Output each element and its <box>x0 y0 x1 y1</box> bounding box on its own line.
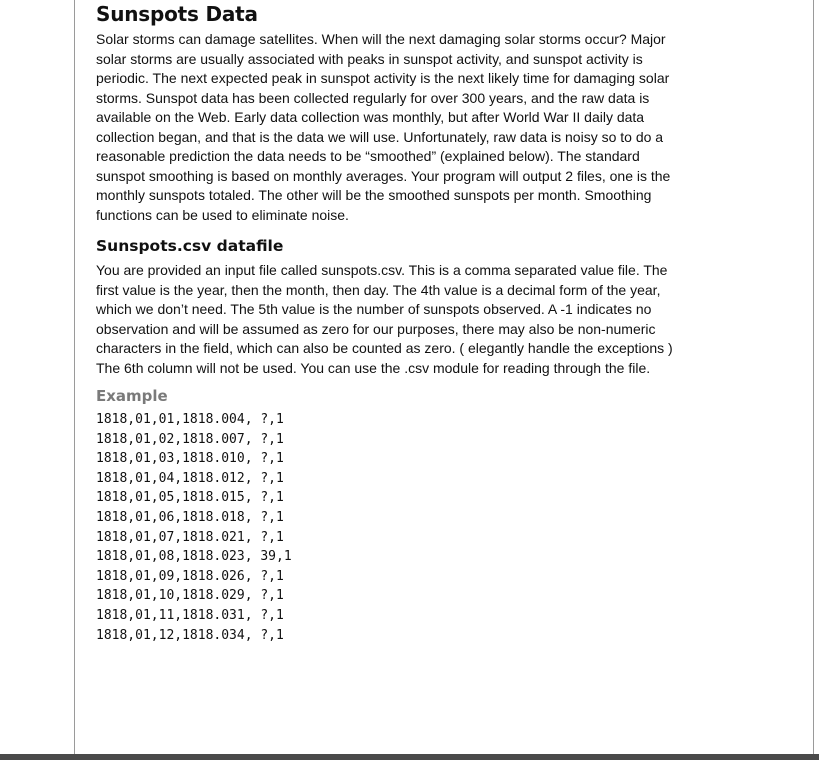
datafile-section-heading: Sunspots.csv datafile <box>96 237 284 255</box>
code-line: 1818,01,09,1818.026, ?,1 <box>96 568 284 584</box>
intro-line: storms. Sunspot data has been collected regularly for over 300 years, and the raw data is <box>96 89 650 106</box>
intro-line: sunspot smoothing is based on monthly averages. Your program will output 2 files, one is the <box>96 167 671 184</box>
code-line: 1818,01,01,1818.004, ?,1 <box>96 412 284 427</box>
page-bottom-bar <box>0 754 819 760</box>
intro-line: available on the Web. Early data collection was monthly, but after World War II daily data <box>96 109 645 125</box>
code-line: 1818,01,08,1818.023, 39,1 <box>96 549 292 565</box>
code-line: 1818,01,04,1818.012, ?,1 <box>96 470 284 486</box>
example-heading: Example <box>96 387 168 405</box>
code-line: 1818,01,05,1818.015, ?,1 <box>96 490 284 506</box>
intro-line: functions can be used to eliminate noise. <box>96 206 349 223</box>
datafile-line: first value is the year, then the month, then day. The 4th value is a decimal form of the year, <box>96 281 661 298</box>
datafile-line: which we don’t need. The 5th value is the number of sunspots observed. A -1 indicates no <box>96 301 652 317</box>
code-line: 1818,01,12,1818.034, ?,1 <box>96 627 284 643</box>
datafile-line: characters in the field, which can also be counted as zero. ( elegantly handle the exceptions ) <box>96 340 673 356</box>
code-line: 1818,01,07,1818.021, ?,1 <box>96 529 284 545</box>
code-line: 1818,01,10,1818.029, ?,1 <box>96 588 284 604</box>
page-right-border <box>813 0 814 756</box>
datafile-paragraph <box>96 261 716 378</box>
datafile-line: The 6th column will not be used. You can use the .csv module for reading through the file. <box>96 359 651 376</box>
datafile-line: observation and will be assumed as zero for our purposes, there may also be non-numeric <box>96 320 656 337</box>
code-line: 1818,01,06,1818.018, ?,1 <box>96 509 284 525</box>
example-code-block <box>96 410 292 645</box>
code-line: 1818,01,02,1818.007, ?,1 <box>96 431 284 447</box>
intro-line: collection began, and that is the data we will use. Unfortunately, raw data is noisy so to do a <box>96 128 664 145</box>
code-line: 1818,01,03,1818.010, ?,1 <box>96 451 284 467</box>
intro-line: reasonable prediction the data needs to be “smoothed” (explained below). The standard <box>96 148 640 164</box>
intro-line: solar storms are usually associated with peaks in sunspot activity, and sunspot activity is <box>96 50 643 67</box>
datafile-line: You are provided an input file called sunspots.csv. This is a comma separated value file. The <box>96 262 668 278</box>
intro-line: Solar storms can damage satellites. When will the next damaging solar storms occur? Major <box>96 31 666 47</box>
code-line: 1818,01,11,1818.031, ?,1 <box>96 607 284 623</box>
intro-paragraph <box>96 30 716 225</box>
page-title: Sunspots Data <box>96 2 258 26</box>
intro-line: periodic. The next expected peak in sunspot activity is the next likely time for damaging solar <box>96 70 670 86</box>
intro-line: monthly sunspots totaled. The other will be the smoothed sunspots per month. Smoothing <box>96 187 652 203</box>
page-left-border <box>74 0 75 756</box>
